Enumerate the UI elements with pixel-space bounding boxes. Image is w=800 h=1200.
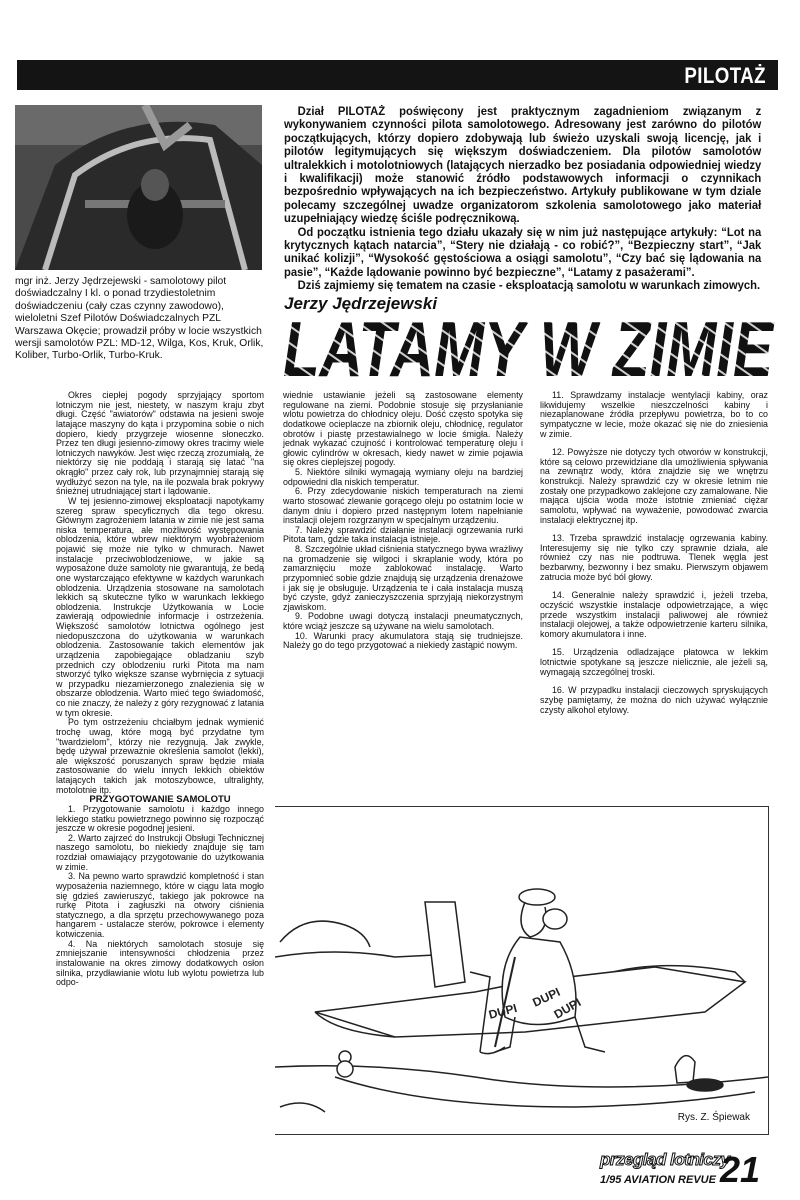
paragraph: Okres ciepłej pogody sprzyjający sportom lotniczym nie jest, niestety, w naszym kraju zbyt długi. Część "awiatorów" odstawia na jesieni swoje latające maszyny do kąta i przypomina sobie o nich dopiero, kiedy przygrzeje wiosenne słoneczko. Przez ten długi jesienno-zimowy okres tracimy wiele lotniczych nawyków. Jest więc rzeczą zrozumiałą, że niektórzy się nie poddają i starają się latać "na okrągło" przez cały rok, lub przynajmniej starają się wydłużyć sezon na tyle, na ile pozwala brak pokrywy śnieżnej utrudniającej start i lądowanie. — [56, 390, 264, 497]
author-photo — [15, 105, 262, 270]
intro-paragraph: Dział PILOTAŻ poświęcony jest praktycznym zagadnieniom związanym z wykonywaniem czynności pilota samolotowego. Adresowany jest zarówno do pilotów początkujących, którzy dopiero zdobywają lub świeżo uzyskali swoją licencję, jak i pilotów legitymujących się większym doświadczeniem. Dla pilotów samolotów ultralekkich i motolotniowych (latających nierzadko bez posiadania odpowiedniej wiedzy i kwalifikacji) może stanowić źródło podstawowych informacji o czynnikach bezpośrednio wpływających na ich bezpieczeństwo. Artykuły publikowane w tym dziale polecamy szczególnej uwadze organizatorom szkolenia samolotowego jako materiał uzupełniający wiedzę ściśle podręcznikową. — [284, 105, 762, 226]
section-header-bar — [17, 60, 778, 90]
list-item: 12. Powyższe nie dotyczy tych otworów w konstrukcji, które są celowo przewidziane dla umożliwienia spływania na zewnątrz wody, która znajdzie się we wnętrzu konstrukcji. Należy sprawdzić czy w okresie letnim nie zostały one przypadkowo zaklejone czy zamalowane. Nie mająca ujścia woda może istotnie zmieniać ciężar samolotu, wpływać na wyważenie, powodować zwarcia instalacji elektrycznej itp. — [540, 447, 768, 525]
illustration-credit: Rys. Z. Śpiewak — [677, 1112, 750, 1123]
cartoon-illustration — [275, 806, 769, 1135]
list-item: 16. W przypadku instalacji cieczowych spryskujących szybę pamiętamy, że można do nich używać wyłącznie czysty alkohol etylowy. — [540, 685, 768, 715]
article-column-1 — [56, 391, 264, 988]
list-item: 15. Urządzenia odladzające płatowca w lekkim lotnictwie spotykane są jeszcze nielicznie, ale jeżeli są, wymagają szczególnej troski. — [540, 647, 768, 677]
list-item: 6. Przy zdecydowanie niskich temperaturach na ziemi warto stosować zlewanie gorącego oleju po ostatnim locie w danym dniu i dopiero przed następnym lotem napełnianie instalacji olejem rozgrzanym w specjalnym urządzeniu. — [283, 486, 523, 526]
intro-paragraph: Dziś zajmiemy się tematem na czasie - eksploatacją samolotu w warunkach zimowych. — [297, 279, 761, 293]
paragraph: W tej jesienno-zimowej eksploatacji napotykamy szereg spraw specyficznych dla tego okresu. Głównym zagrożeniem latania w zimie nie jest sama niska temperatura, ale możliwość występowania oblodzenia, które wbrew niektórym wyobrażeniom pojawić się może nie tylko w chmurach. Nawet instalacje przeciwoblodzeniowe, w jakie są wyposażone duże samoloty nie gwarantują, że bedą one wystarczająco efektywne w każdych warunkach oblodzenia. Urządzenia stosowane na samolotach lekkich są skuteczne tylko w warunkach lekkiego oblodzenia. Instrukcje Użytkowania w Locie zawierają odpowiednie informacje i ostrzeżenia. Większość samolotów lotnictwa ogólnego jest niedopuszczona do użytkowania w warunkach oblodzenia. Zastosowanie takich elementów jak urządzenia zapobiegające obladzaniu szyb przednich czy oblodzeniu rurki Pitota ma nam stworzyć tylko większe szanse wybrnięcia z sytuacji w przypadku niezamierzonego znalezienia się w obszarze oblodzenia. Warto mieć tego świadomość, co nie znaczy, że należy z góry rezygnować z latania w tym okresie. — [56, 495, 264, 718]
list-item: 9. Podobne uwagi dotyczą instalacji pneumatycznych, które wciąż jeszcze są używane na wielu samolotach. — [283, 611, 523, 631]
page-footer — [600, 1150, 780, 1195]
cartoon-wing-text: DUPI — [551, 995, 584, 1022]
list-item: 14. Generalnie należy sprawdzić i, jeżeli trzeba, oczyścić wszystkie instalacje odpowietrzające, a więc przede wszystkim instalacji paliwowej ale również instalacji olejowej, a także odpowietrzenie karteru silnika, komory akumulatora i inne. — [540, 590, 768, 639]
magazine-logo: przegląd lotniczy — [600, 1150, 730, 1169]
list-item: 7. Należy sprawdzić działanie instalacji ogrzewania rurki Pitota tam, gdzie taka instalacja istnieje. — [283, 524, 523, 545]
section-title: PILOTAŻ — [684, 63, 766, 88]
section-intro — [284, 105, 761, 293]
cartoon-wing-text: DUPI — [487, 1000, 519, 1022]
cartoon-wing-text: DUPI — [530, 984, 563, 1010]
list-item: 1. Przygotowanie samolotu i każdgo innego lekkiego statku powietrznego powinno się rozpocząć jeszcze w okresie pogodnej jesieni. — [56, 803, 264, 834]
article-title-text: LATAMY W ZIMIE — [283, 312, 775, 382]
list-item: 5. Niektóre silniki wymagają wymiany oleju na bardziej odpowiedni dla niskich temperatur. — [283, 467, 523, 487]
list-item: 10. Warunki pracy akumulatora stają się trudniejsze. Należy go do tego przygotować a niekiedy zastąpić nowym. — [283, 630, 523, 651]
article-column-3 — [540, 391, 768, 724]
list-item: 8. Szczególnie układ ciśnienia statycznego bywa wrażliwy na gromadzenie się wilgoci i skraplanie wody, która po zamarznięciu może zablokować instalację. Warto przypomnieć sobie gdzie znajdują się urządzenia drenażowe i jak się je obsługuje. Urządzenia te i cała instalacja muszą być czyste, gdyż zanieczyszczenia sprzyjają niekorzystnym zjawiskom. — [283, 544, 523, 612]
page-number: 21 — [719, 1149, 760, 1190]
intro-paragraph: Od początku istnienia tego działu ukazały się w nim już następujące artykuły: “Lot na krytycznych kątach natarcia”, “Stery nie działają - co robić?”, “Bezpieczny start”, “Jak unikać kolizji”, “Wysokość gęstościowa a osiągi samolotu”, “Czy bać się lądowania na pasie”, “Każde lądowanie powinno być bezpieczne”, “Latamy z pasażerami”. — [284, 225, 762, 279]
paragraph: Po tym ostrzeżeniu chciałbym jednak wymienić trochę uwag, które mogą być przydatne tym "twardzielom", którzy nie rezygnują. Jak zwykle, będę używał przeważnie określenia samolot (lekki), ale większość poruszanych spraw będzie miała zastosowanie do wielu innych lekkich obiektów latających takich jak motoszybowce, ultralighty, motolotnie itp. — [56, 717, 264, 795]
list-item: 4. Na niektórych samolotach stosuje się zmniejszanie intensywności chłodzenia przez instalowanie na okres zimowy dodatkowych osłon silnika, przydławianie wlotu lub wylotu powietrza lub odpo- — [56, 938, 264, 988]
photo-caption: mgr inż. Jerzy Jędrzejewski - samolotowy pilot doświadczalny I kl. o ponad trzydiestoletnim doświadczeniu (cały czas czynny zawodowo), wieloletni Szef Pilotów Doświadczalnych PZL Warszawa Okęcie; prowadził próby w locie wszystkich wersji samolotów PZL: MD-12, Wilga, Kos, Kruk, Orlik, Koliber, Turbo-Orlik, Turbo-Kruk. — [15, 276, 264, 362]
list-item: 11. Sprawdzamy instalacje wentylacji kabiny, oraz likwidujemy wszelkie nieszczelności kabiny i niezaplanowane źródła przepływu powietrza, bo to co sympatyczne w lecie, może okazać się nie do zniesienia w zimie. — [540, 390, 768, 439]
article-title — [280, 312, 776, 382]
issue-label: 1/95 AVIATION REVUE — [600, 1174, 716, 1186]
paragraph: wiednie ustawianie jeżeli są zastosowane elementy regulowane na ziemi. Podobnie stosuje się przysłanianie wlotu powietrza do chłodnicy oleju. Dość często spotyka się dodatkowe ocieplacze na zbiornik oleju, chłodnicę, regulator obrotów i piastę przestawialnego w locie śmigła. Należy jednak wykazać czujność i kontrolować temperaturę oleju i głowic cylindrów w okresach, kiedy nawet w zimie pojawia się okres cieplejszej pogody. — [283, 390, 523, 468]
list-item: 13. Trzeba sprawdzić instalację ogrzewania kabiny. Interesujemy się nie tylko czy sprawnie działa, ale również czy nas nie podtruwa. Tlenek węgla jest bezbarwny, bezwonny i bez smaku. Pierwszym objawem zatrucia może być ból głowy. — [540, 533, 768, 582]
article-column-2 — [283, 391, 523, 651]
list-item: 3. Na pewno warto sprawdzić kompletność i stan wyposażenia naziemnego, które w ciągu lata mogło się gdzieś zawieruszyć, takiego jak pokrowce na rurkę Pitota i zagłuszki na otwory ciśnienia statycznego, a dla sprzętu przechowywanego poza hangarem - ustalacze sterów, pokrowce i elementy kotwiczenia. — [56, 871, 264, 939]
subheading: PRZYGOTOWANIE SAMOLOTU — [89, 794, 231, 806]
article-author: Jerzy Jędrzejewski — [284, 294, 438, 313]
list-item: 2. Warto zajrzeć do Instrukcji Obsługi Technicznej naszego samolotu, bo niekiedy znajduje się tam rozdział omawiający przygotowanie do użytkowania w zimie. — [56, 832, 264, 872]
